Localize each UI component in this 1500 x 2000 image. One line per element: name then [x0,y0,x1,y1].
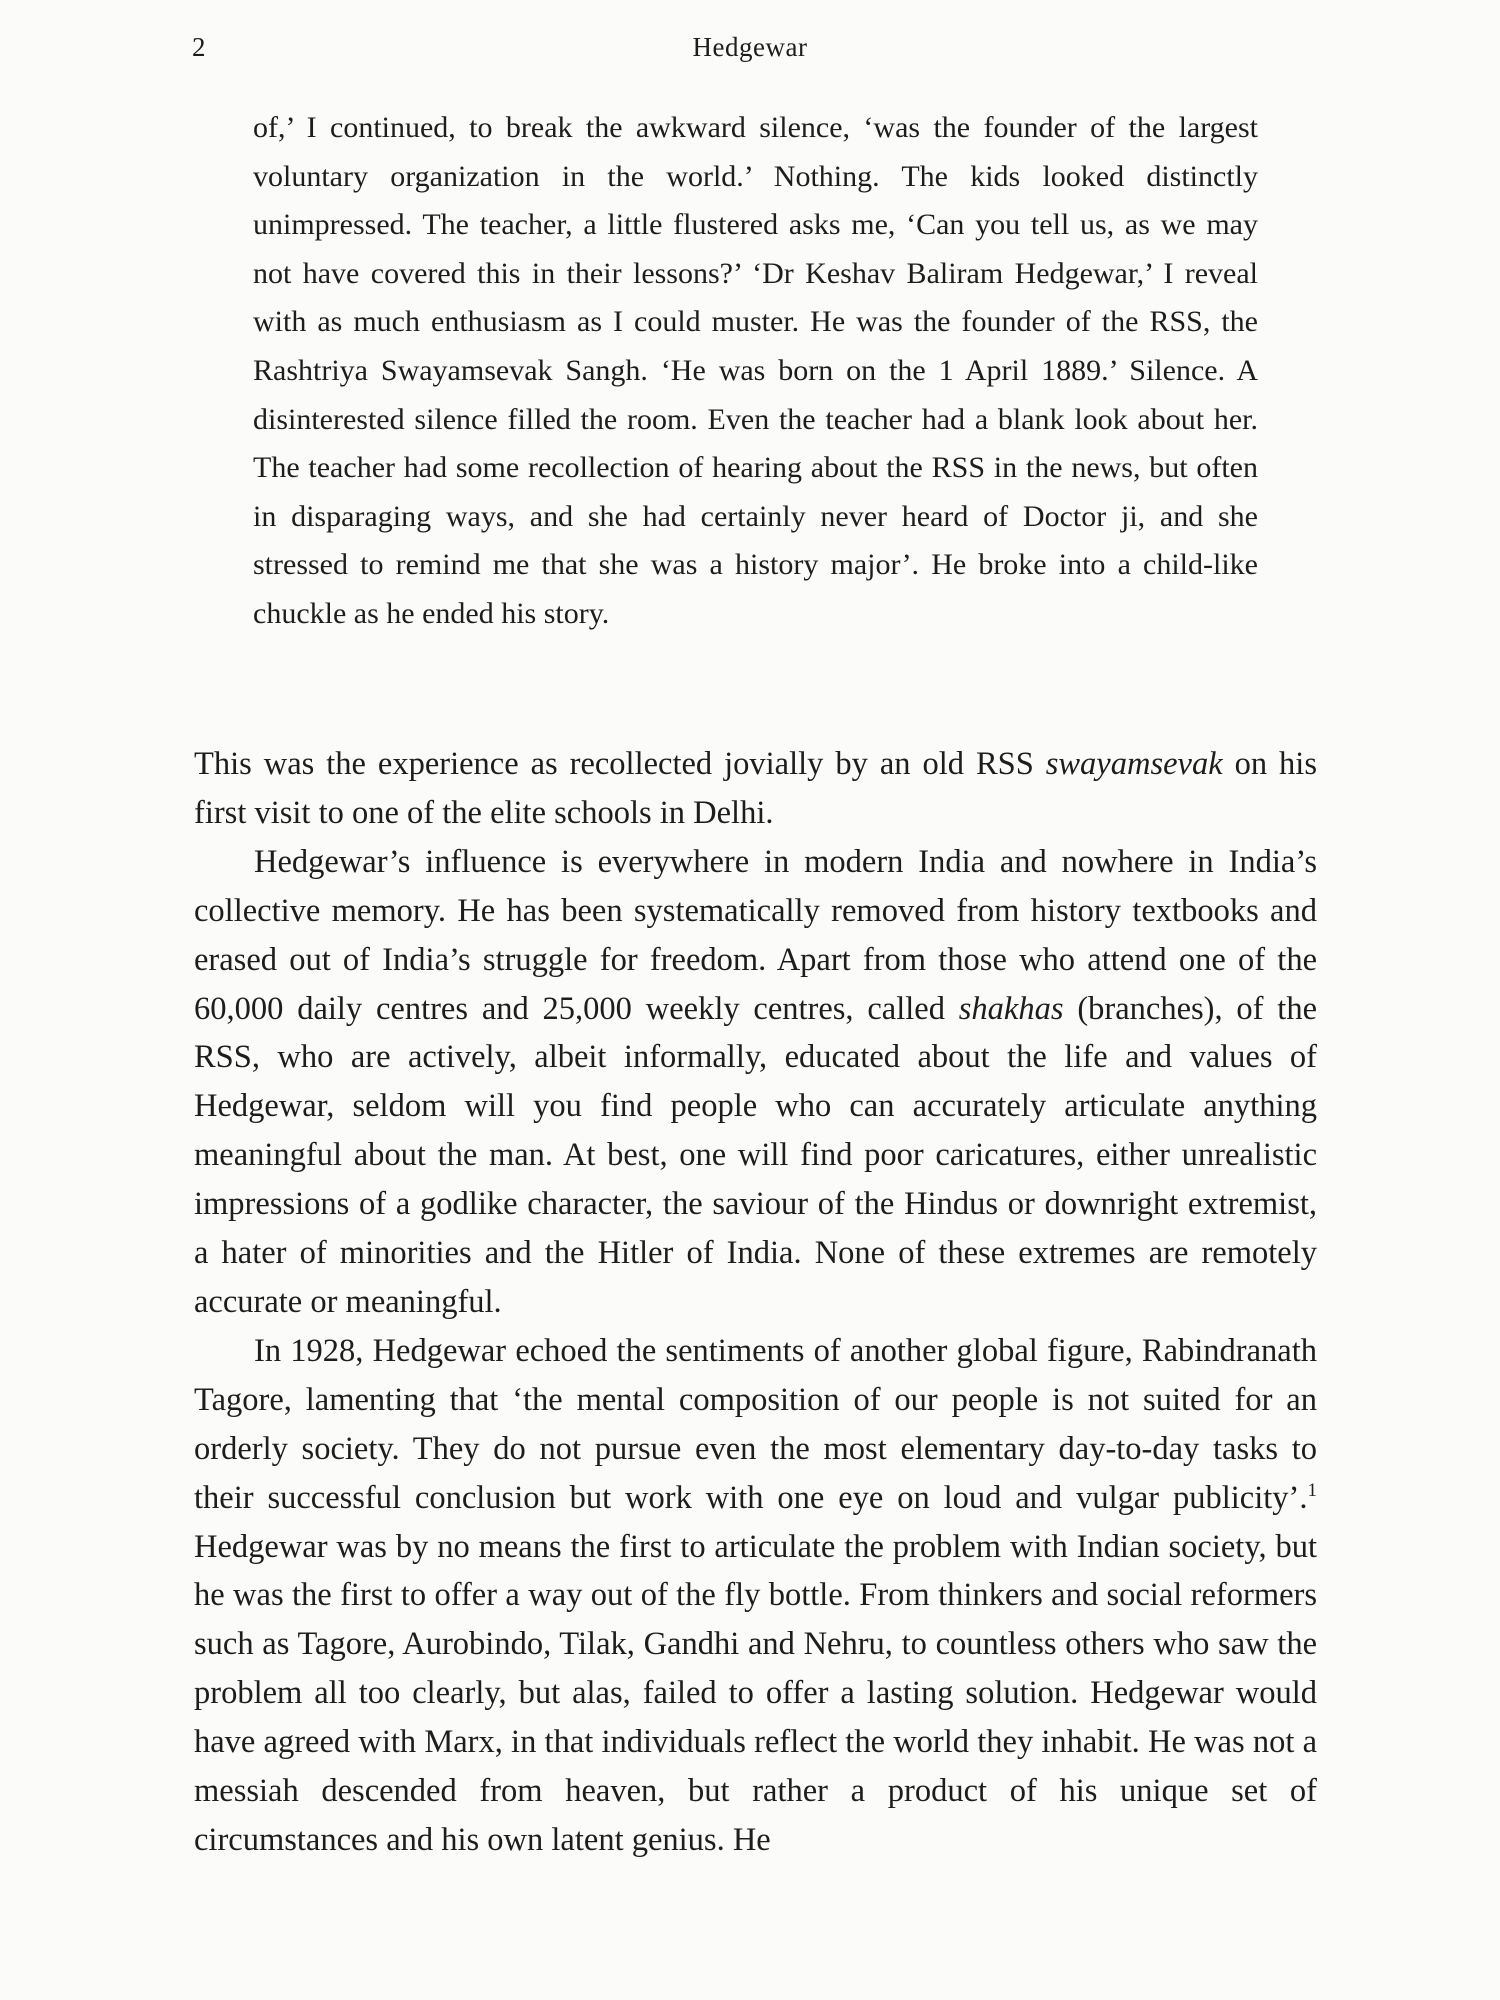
body-text [194,740,1317,1865]
running-title: Hedgewar [692,32,808,62]
paragraph-1-italic: swayamsevak [1045,746,1223,782]
paragraph-2 [194,838,1317,1327]
running-head [0,32,1500,72]
paragraph-2-text: Hedgewar’s influence is everywhere in modern India and nowhere in India’s collective memory. He has been systematically removed from history textbooks and erased out of India’s struggle for freedom. Apart from those who attend one of the 60,000 daily centres and 25,000 weekly centres, called [194,843,1317,1027]
paragraph-3 [194,1327,1317,1865]
block-quote: of,’ I continued, to break the awkward silence, ‘was the founder of the largest voluntary organization in the world.’ Nothing. The kids looked distinctly unimpressed. The teacher, a little flustered asks me, ‘Can you tell us, as we may not have covered this in their lessons?’ ‘Dr Keshav Baliram Hedgewar,’ I reveal with as much enthusiasm as I could muster. He was the founder of the RSS, the Rashtriya Swayamsevak Sangh. ‘He was born on the 1 April 1889.’ Silence. A disinterested silence filled the room. Even the teacher had a blank look about her. The teacher had some recollection of hearing about the RSS in the news, but often in disparaging ways, and she had certainly never heard of Doctor ji, and she stressed to remind me that she was a history major’. He broke into a child-like chuckle as he ended his story. [253,111,1258,630]
page-number: 2 [192,32,206,62]
footnote-marker: 1 [1307,1479,1317,1501]
paragraph-2-italic: shakhas [958,990,1064,1027]
paragraph-1-text: This was the experience as recollected jovially by an old RSS [194,746,1046,782]
paragraph-1 [194,740,1317,838]
paragraph-1-text-end: on his first visit to one of the elite schools in Delhi. [194,746,1317,831]
paragraph-2-text-end: (branches), of the RSS, who are actively, albeit informally, educated about the life and values of Hedgewar, seldom will you find people who can accurately articulate anything meaningful about the man. At best, one will find poor caricatures, either unrealistic impressions of a godlike character, the saviour of the Hindus or downright extremist, a hater of minorities and the Hitler of India. None of these extremes are remotely accurate or meaningful. [194,990,1317,1320]
paragraph-3-text-end: Hedgewar was by no means the first to articulate the problem with Indian society, but he was the first to offer a way out of the fly bottle. From thinkers and social reformers such as Tagore, Aurobindo, Tilak, Gandhi and Nehru, to countless others who saw the problem all too clearly, but alas, failed to offer a lasting solution. Hedgewar would have agreed with Marx, in that individuals reflect the world they inhabit. He was not a messiah descended from heaven, but rather a product of his unique set of circumstances and his own latent genius. He [194,1528,1317,1858]
paragraph-3-text: In 1928, Hedgewar echoed the sentiments of another global figure, Rabindranath Tagore, lamenting that ‘the mental composition of our people is not suited for an orderly society. They do not pursue even the most elementary day-to-day tasks to their successful conclusion but work with one eye on loud and vulgar publicity’. [194,1332,1317,1516]
